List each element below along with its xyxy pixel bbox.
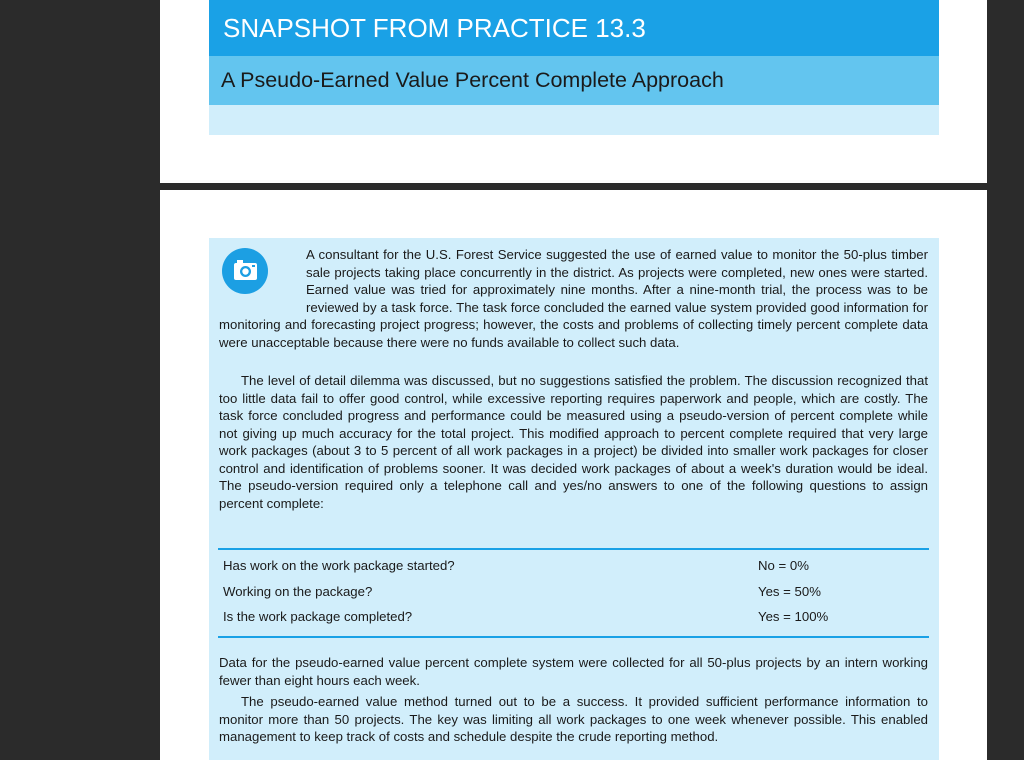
answer-value: Yes = 50% xyxy=(758,583,821,599)
table-row xyxy=(218,553,929,579)
table-row xyxy=(218,604,929,630)
percent-complete-table xyxy=(218,548,929,638)
paragraph-1: A consultant for the U.S. Forest Service suggested the use of earned value to monitor the 50-plus timber sale projects taking place concurrently in the district. As projects were completed, new ones were started. Earned value was tried for approximately nine months. After a nine-month trial, the process was to be reviewed by a task force. The task force concluded the earned value system provided good information for monitoring and forecasting project progress; however, the costs and problems of collecting timely percent complete data were unacceptable because there were no funds available to collect such data. xyxy=(219,247,928,350)
question-text: Has work on the work package started? xyxy=(223,558,455,573)
snapshot-subtitle: A Pseudo-Earned Value Percent Complete Approach xyxy=(209,56,939,105)
table-row xyxy=(218,579,929,605)
page-1 xyxy=(160,0,987,183)
snapshot-title: SNAPSHOT FROM PRACTICE 13.3 xyxy=(209,0,939,56)
snapshot-box xyxy=(209,238,939,760)
paragraph-2: The level of detail dilemma was discussed, but no suggestions satisfied the problem. The discussion recognized that too little data fail to offer good control, while excessive reporting requires paperwork and people, which are costly. The task force concluded progress and performance could be measured using a pseudo-version of percent complete while not giving up much accuracy for the total project. This modified approach to percent complete required that very large work packages (about 3 to 5 percent of all work packages in a project) be divided into smaller work packages for closer control and identification of problems sooner. It was decided work packages of about a week's duration would be ideal. The pseudo-version required only a telephone call and yes/no answers to one of the following questions to assign percent complete: xyxy=(219,373,928,511)
answer-value: Yes = 100% xyxy=(758,609,829,624)
answer-value: No = 0% xyxy=(758,558,809,573)
paragraph-4: The pseudo-earned value method turned out to be a success. It provided sufficient performance information to monitor more than 50 projects. The key was limiting all work packages to one week whenever possible. This enabled management to keep track of costs and schedule despite the crude reporting method. xyxy=(219,694,928,744)
question-text: Is the work package completed? xyxy=(223,609,413,624)
paragraph-3: Data for the pseudo-earned value percent complete system were collected for all 50-plus projects by an intern working fewer than eight hours each week. xyxy=(219,655,928,688)
page-2 xyxy=(160,190,987,760)
question-text: Working on the package? xyxy=(223,583,373,599)
banner-strip xyxy=(209,105,939,135)
